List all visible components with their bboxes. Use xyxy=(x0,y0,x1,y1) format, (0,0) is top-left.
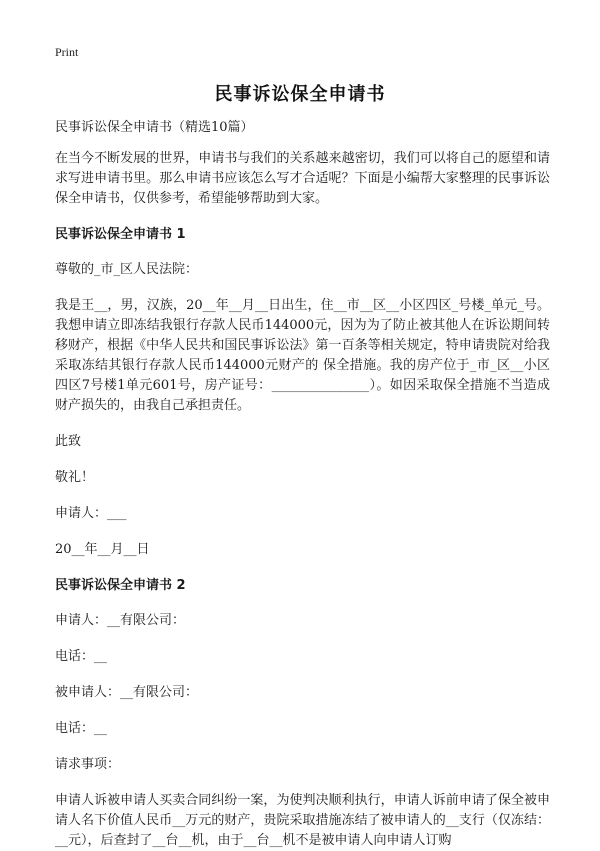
section-2-phone-2: 电话：__ xyxy=(55,721,108,736)
section-1-heading: 民事诉讼保全申请书 1 xyxy=(55,227,186,242)
section-2-respondent: 被申请人：__有限公司： xyxy=(55,685,199,700)
section-1-date: 20__年__月__日 xyxy=(55,542,150,557)
section-1-salutation: 尊敬的_市_区人民法院： xyxy=(55,262,199,277)
section-2-phone-1: 电话：__ xyxy=(55,649,108,664)
section-2-body: 申请人诉被申请人买卖合同纠纷一案，为使判决顺利执行，申请人诉前申请了保全被申请人名下价值人民币__万元的财产，贵院采取措施冻结了被申请人的__支行（仅冻结：__元），后查封了__台__机，由于__台__机不是被申请人向申请人订购 xyxy=(55,793,550,848)
intro-paragraph: 在当今不断发展的世界，申请书与我们的关系越来越密切，我们可以将自己的愿望和请求写进申请书里。那么申请书应该怎么写才合适呢？下面是小编帮大家整理的民事诉讼保全申请书，仅供参考，希望能够帮助到大家。 xyxy=(55,151,550,206)
document-subtitle: 民事诉讼保全申请书（精选10篇） xyxy=(55,120,254,135)
section-1-closing-2: 敬礼！ xyxy=(55,470,95,485)
section-2-applicant: 申请人：__有限公司： xyxy=(55,613,186,628)
section-1-applicant: 申请人：___ xyxy=(55,506,127,521)
section-2-request-label: 请求事项： xyxy=(55,757,121,772)
section-1-closing-1: 此致 xyxy=(55,434,82,449)
document-content xyxy=(55,118,550,851)
section-1-body: 我是王__，男，汉族，20__年__月__日出生，住__市__区__小区四区_号楼_单元_号。我想申请立即冻结我银行存款人民币144000元，因为为了防止被其他人在诉讼期间转移财产，根据《中华人民共和国民事诉讼法》第一百条等相关规定，特申请贵院对给我采取冻结其银行存款人民币144000元财产的 保全措施。我的房产位于_市_区__小区四区7号楼1单元601号，房产证号：_______________）。如因采取保全措施不当造成财产损失的，由我自己承担责任。 xyxy=(55,298,550,413)
print-label[interactable]: Print xyxy=(55,45,79,59)
document-title: 民事诉讼保全申请书 xyxy=(214,84,386,105)
section-2-heading: 民事诉讼保全申请书 2 xyxy=(55,578,186,593)
